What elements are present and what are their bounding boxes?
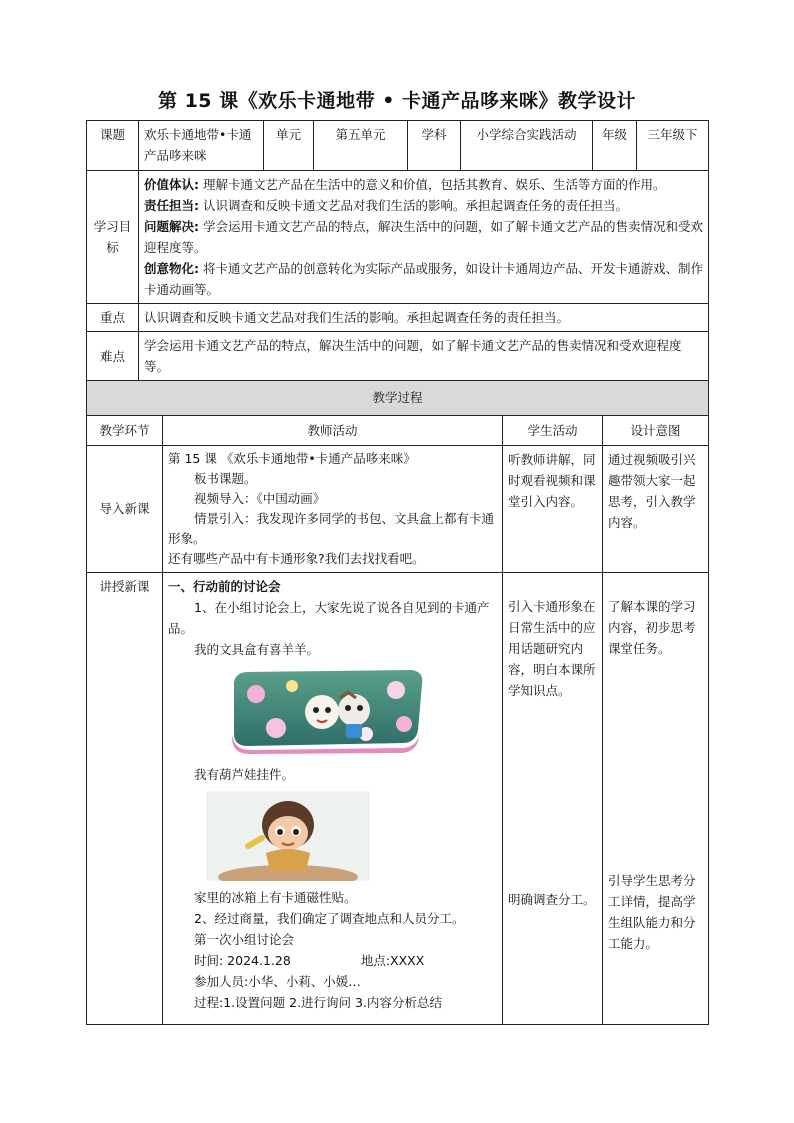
- process-header: 教学过程: [87, 381, 709, 415]
- lesson-plan: [86, 120, 708, 1025]
- grade-label: 年级: [593, 121, 637, 171]
- difficulty-label: 难点: [87, 332, 139, 381]
- column-header: 设计意图: [603, 415, 709, 445]
- topic-label: 课题: [87, 121, 139, 171]
- stage-lesson: 讲授新课: [87, 572, 163, 1024]
- info-table: [86, 120, 709, 381]
- process-table: [86, 381, 709, 1025]
- objective-item: 责任担当: 认识调查和反映卡通文艺品对我们生活的影响。承担起调查任务的责任担当。: [144, 198, 628, 213]
- difficulty-text: 学会运用卡通文艺产品的特点，解决生活中的问题，如了解卡通文艺产品的售卖情况和受欢迎程度等。: [139, 332, 709, 381]
- unit-label: 单元: [264, 121, 314, 171]
- topic-value: 欢乐卡通地带•卡通产品哆来咪: [139, 121, 264, 171]
- column-header: 教师活动: [163, 415, 503, 445]
- unit-value: 第五单元: [314, 121, 408, 171]
- column-header: 学生活动: [503, 415, 603, 445]
- lesson-student: 引入卡通形象在日常生活中的应用话题研究内容，明白本课所学知识点。 明确调查分工。: [503, 572, 603, 1024]
- objectives-content: [139, 171, 709, 304]
- objective-item: 价值体认: 理解卡通文艺产品在生活中的意义和价值，包括其教育、娱乐、生活等方面的作用。: [144, 177, 666, 192]
- objectives-label: 学习目标: [87, 171, 139, 304]
- intro-intent: 通过视频吸引兴趣带领大家一起思考，引入教学内容。: [603, 445, 709, 572]
- gourd-doll-image: [206, 791, 370, 881]
- meeting-time-place: 时间: 2024.1.28 地点:XXXX: [194, 952, 425, 968]
- pencil-case-image: [226, 668, 426, 754]
- key-point-text: 认识调查和反映卡通文艺品对我们生活的影响。承担起调查任务的责任担当。: [139, 304, 709, 332]
- subject-label: 学科: [408, 121, 461, 171]
- stage-intro: 导入新课: [87, 445, 163, 572]
- page-title: 第 15 课《欢乐卡通地带 • 卡通产品哆来咪》教学设计: [157, 90, 637, 112]
- objective-item: 创意物化: 将卡通文艺产品的创意转化为实际产品或服务，如设计卡通周边产品、开发卡通游戏、制作卡通动画等。: [144, 261, 703, 297]
- subject-value: 小学综合实践活动: [461, 121, 593, 171]
- grade-value: 三年级下: [637, 121, 709, 171]
- intro-student: 听教师讲解，同时观看视频和课堂引入内容。: [503, 445, 603, 572]
- intro-teacher: 第 15 课 《欢乐卡通地带•卡通产品哆来咪》 板书课题。 视频导入：《中国动画》 情景引入：我发现许多同学的书包、文具盒上都有卡通形象。 还有哪些产品中有卡通形象?我们去找找看吧。: [163, 445, 503, 572]
- column-header: 教学环节: [87, 415, 163, 445]
- lesson-teacher: 一、行动前的讨论会 1、在小组讨论会上，大家先说了说各自见到的卡通产品。 我的文具盒有喜羊羊。 我有葫芦娃挂件。 家里的冰箱上有卡通磁性贴。 2、经过商量，我们确定了调查地点和人员分工。 第一次小组讨论会 时间: 2024.1.28 地点:XXXX 参加人员:小华、小莉、小媛… 过程:1.设置问题 2.进行询问 3.内容分析总结: [163, 572, 503, 1024]
- key-point-label: 重点: [87, 304, 139, 332]
- objective-item: 问题解决: 学会运用卡通文艺产品的特点，解决生活中的问题，如了解卡通文艺产品的售卖情况和受欢迎程度等。: [144, 219, 703, 255]
- lesson-intent: 了解本课的学习内容，初步思考课堂任务。 引导学生思考分工详情，提高学生组队能力和分工能力。: [603, 572, 709, 1024]
